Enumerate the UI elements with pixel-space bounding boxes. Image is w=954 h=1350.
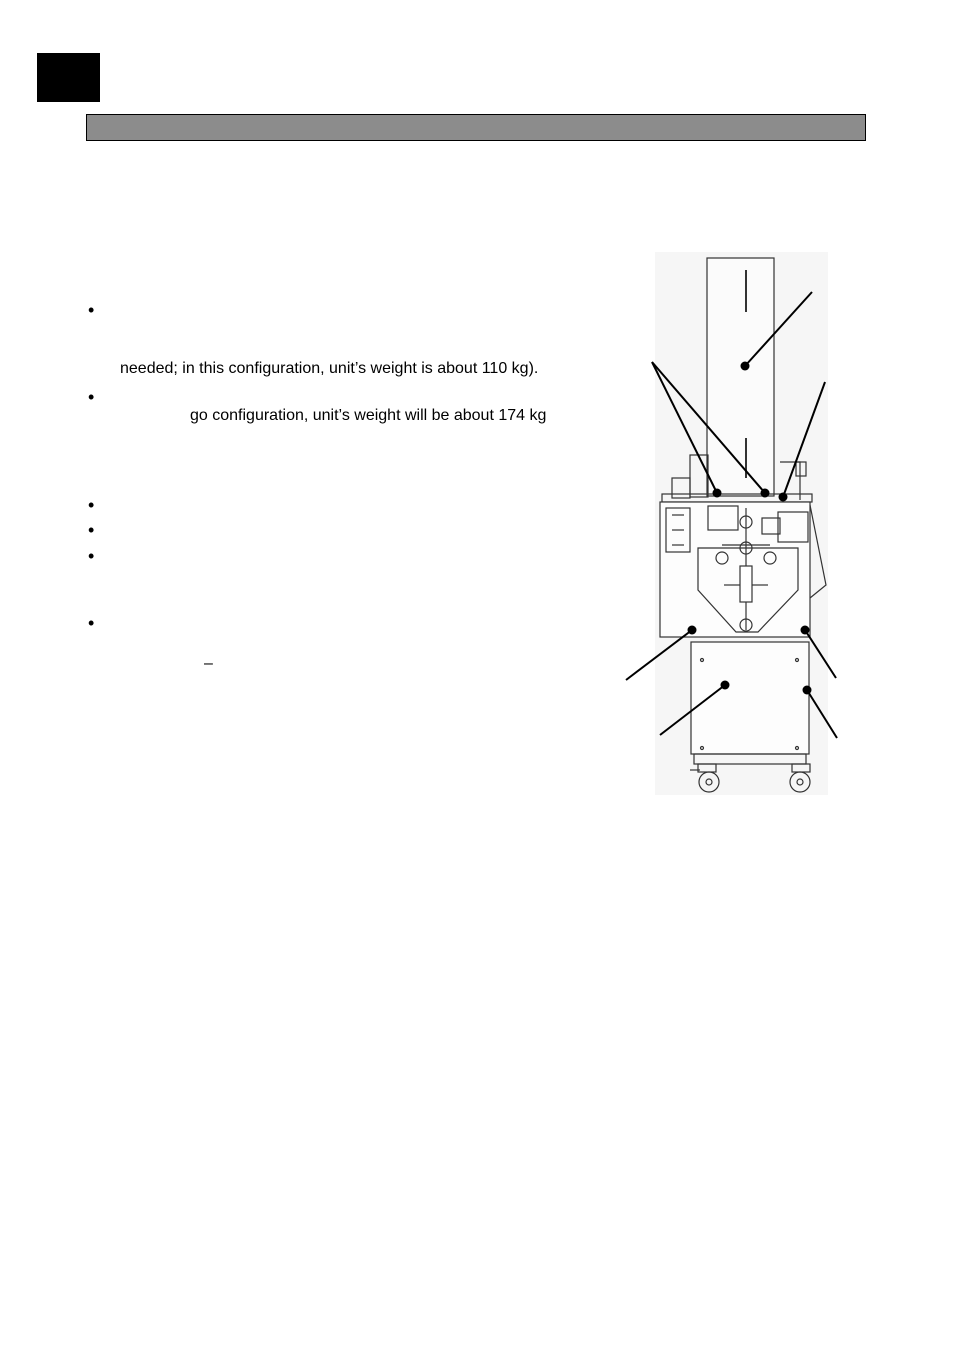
bullet-4: •	[88, 520, 95, 540]
bullet-2: •	[88, 387, 95, 407]
bullet-6: •	[88, 613, 95, 633]
bullet-5: •	[88, 546, 95, 566]
section-header-bar	[86, 114, 866, 141]
bullet-3: •	[88, 495, 95, 515]
bullet-1: •	[88, 300, 95, 320]
weight-text-1: needed; in this configuration, unit’s weight is about 110 kg).	[120, 360, 539, 377]
weight-text-2: go configuration, unit’s weight will be about 174 kg	[190, 407, 547, 424]
unit-diagram	[620, 250, 840, 800]
dash-mark: –	[204, 655, 213, 672]
chapter-tab	[37, 53, 100, 102]
